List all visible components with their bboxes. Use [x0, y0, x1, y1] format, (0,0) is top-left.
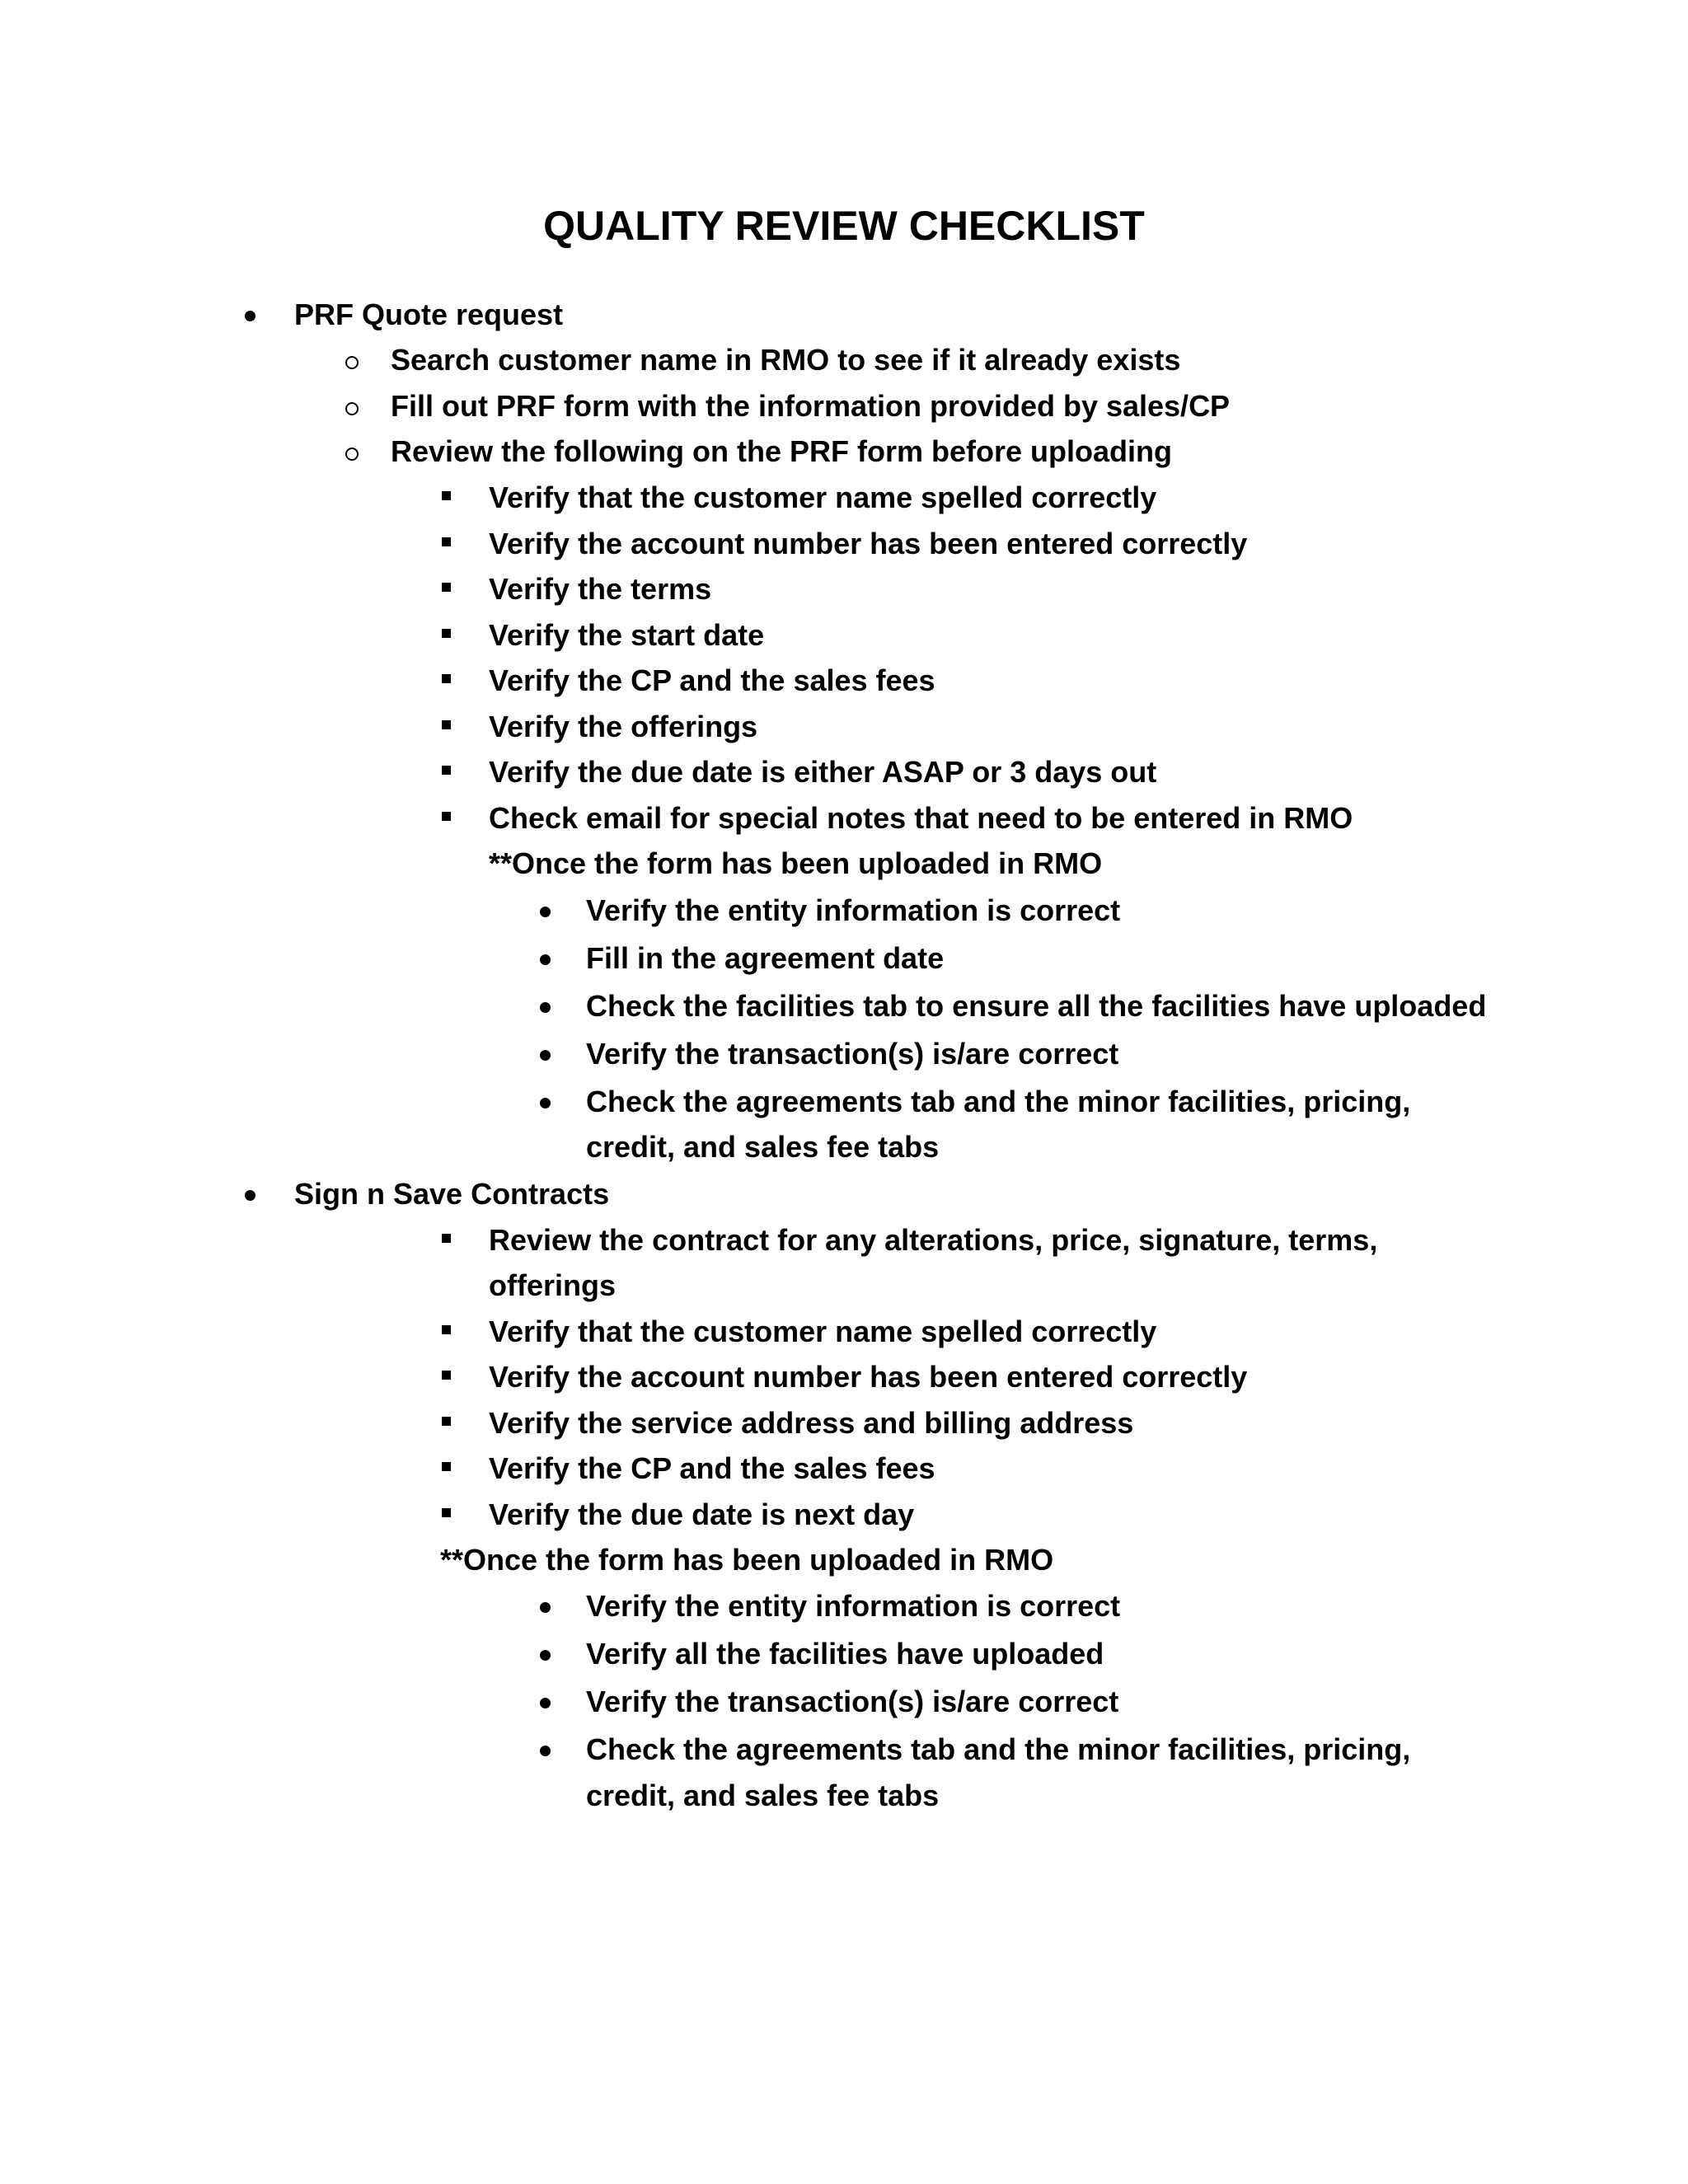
- list-item: Fill out PRF form with the information provided by sales/CP: [391, 389, 1231, 423]
- bullet-square: [442, 629, 451, 638]
- bullet-circle: [345, 356, 359, 369]
- bullet-disc: [540, 1002, 551, 1013]
- bullet-disc: [540, 1698, 551, 1708]
- bullet-circle: [345, 448, 359, 461]
- page-title: QUALITY REVIEW CHECKLIST: [543, 203, 1145, 249]
- bullet-disc: [540, 1650, 551, 1661]
- list-item: Check email for special notes that need to be entered in RMO: [489, 801, 1353, 835]
- list-item: Verify the transaction(s) is/are correct: [586, 1685, 1119, 1718]
- list-item: Fill in the agreement date: [586, 941, 945, 975]
- list-item: Verify all the facilities have uploaded: [586, 1637, 1104, 1671]
- bullet-square: [442, 491, 451, 500]
- list-item: Check the facilities tab to ensure all the facilities have uploaded: [586, 989, 1487, 1023]
- list-item: Verify the account number has been entered correctly: [489, 527, 1248, 560]
- list-item: Review the contract for any alterations, price, signature, terms,: [489, 1223, 1378, 1257]
- list-item: Verify the service address and billing address: [489, 1406, 1134, 1440]
- bullet-square: [442, 720, 451, 729]
- bullet-disc: [540, 1746, 551, 1756]
- bullet-square: [442, 674, 451, 683]
- bullet-square: [442, 1462, 451, 1471]
- bullet-disc: [540, 1098, 551, 1108]
- list-item: Verify that the customer name spelled correctly: [489, 1315, 1157, 1348]
- list-item-continuation: offerings: [489, 1268, 617, 1302]
- bullet-disc: [245, 1190, 256, 1201]
- list-item: Search customer name in RMO to see if it already exists: [391, 343, 1181, 377]
- upload-note: **Once the form has been uploaded in RMO: [489, 846, 1103, 880]
- list-item: Verify the entity information is correct: [586, 893, 1121, 927]
- list-item: Check the agreements tab and the minor facilities, pricing,: [586, 1732, 1411, 1766]
- bullet-square: [442, 537, 451, 546]
- bullet-square: [442, 812, 451, 821]
- list-item: Verify the due date is either ASAP or 3 days out: [489, 755, 1157, 789]
- bullet-square: [442, 1371, 451, 1380]
- list-item: Verify the terms: [489, 572, 712, 606]
- list-item: Verify the offerings: [489, 710, 758, 743]
- list-item: Check the agreements tab and the minor facilities, pricing,: [586, 1085, 1411, 1118]
- list-item: Verify the due date is next day: [489, 1497, 915, 1531]
- list-item: Verify the transaction(s) is/are correct: [586, 1037, 1119, 1071]
- bullet-square: [442, 1417, 451, 1426]
- list-item: Verify the CP and the sales fees: [489, 1451, 935, 1485]
- bullet-square: [442, 583, 451, 592]
- upload-note: **Once the form has been uploaded in RMO: [440, 1543, 1054, 1577]
- bullet-disc: [245, 311, 256, 321]
- bullet-disc: [540, 1050, 551, 1061]
- bullet-square: [442, 1234, 451, 1243]
- bullet-circle: [345, 402, 359, 415]
- bullet-square: [442, 1508, 451, 1517]
- section-heading: PRF Quote request: [294, 298, 564, 331]
- section-heading: Sign n Save Contracts: [294, 1177, 610, 1211]
- list-item: Verify the start date: [489, 618, 765, 652]
- list-item-continuation: credit, and sales fee tabs: [586, 1779, 940, 1812]
- list-item-continuation: credit, and sales fee tabs: [586, 1130, 940, 1164]
- list-item: Verify the entity information is correct: [586, 1589, 1121, 1623]
- list-item: Verify the CP and the sales fees: [489, 663, 935, 697]
- bullet-square: [442, 766, 451, 775]
- list-item: Review the following on the PRF form before uploading: [391, 434, 1173, 468]
- bullet-disc: [540, 954, 551, 965]
- bullet-disc: [540, 907, 551, 917]
- list-item: Verify the account number has been entered correctly: [489, 1360, 1248, 1394]
- list-item: Verify that the customer name spelled correctly: [489, 480, 1157, 514]
- bullet-disc: [540, 1602, 551, 1613]
- bullet-square: [442, 1325, 451, 1334]
